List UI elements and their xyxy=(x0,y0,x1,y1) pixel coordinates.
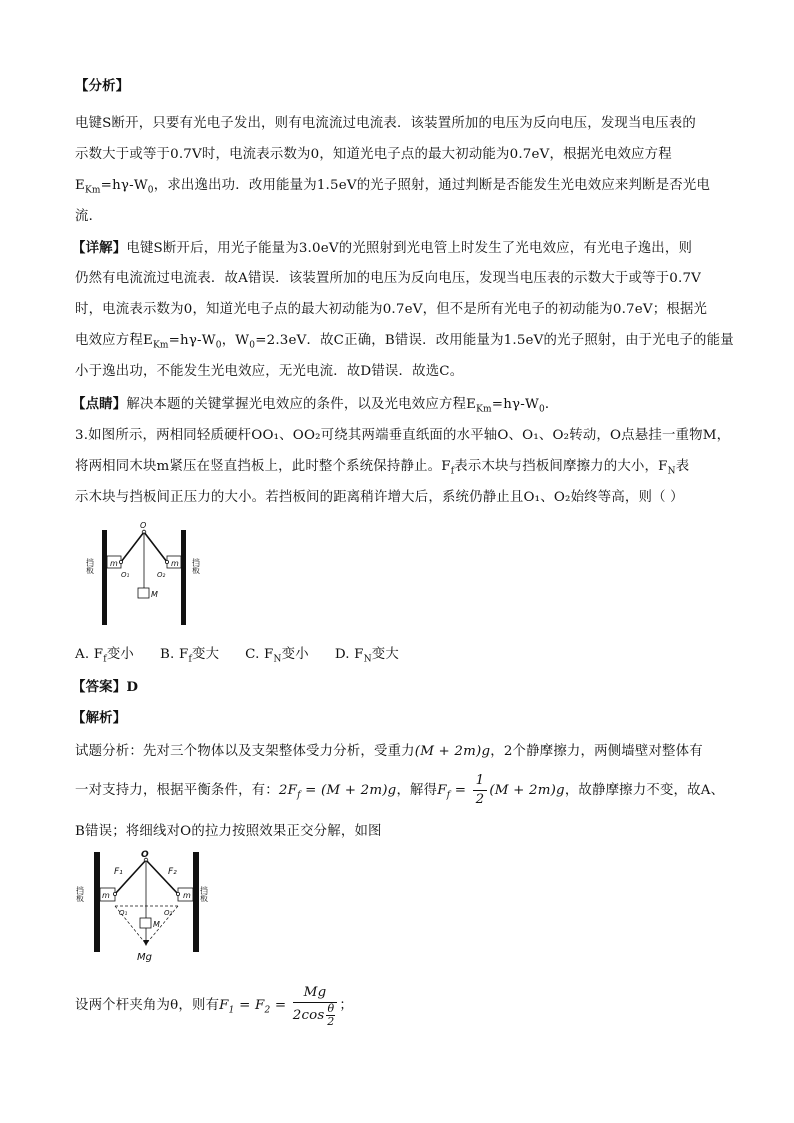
right-board-label: 挡板 xyxy=(191,558,201,574)
weight-block xyxy=(140,918,151,928)
analysis-line-2: 示数大于或等于0.7V时，电流表示数为0，知道光电子点的最大初动能为0.7eV，根据光电效应方程 xyxy=(75,147,672,162)
label-F1: F₁ xyxy=(114,867,123,877)
rod-left xyxy=(121,532,144,562)
detail-line-1: 【详解】电键S断开后，用光子能量为3.0eV的光照射到光电管上时发生了光电效应，有光电子逸出，则 xyxy=(72,240,693,256)
left-board-label: 挡板 xyxy=(85,558,95,574)
option-c: C. $F_N$变小 xyxy=(245,647,309,665)
figure-1-diagram xyxy=(74,520,214,630)
solution-line-2: 一对支持力，根据平衡条件，有：$2F_f = (M + 2m)g$，解得$F_f$ = $\frac{1}{2}$ (M + 2m)g，故静摩擦力不变，故A、 xyxy=(75,773,725,807)
analysis-line-4: 流． xyxy=(75,209,103,224)
half-angle-fraction: $\frac{\theta}{2}$ xyxy=(327,1001,335,1028)
right-block-label: m xyxy=(183,891,191,900)
solution-line-3: B错误；将细线对O的拉力按照效果正交分解，如图 xyxy=(75,824,382,839)
weight-block xyxy=(138,588,149,598)
label-F2: F₂ xyxy=(168,867,177,877)
detail-line-5: 小于逸出功，不能发生光电效应，无光电流．故D错误．故选C。 xyxy=(75,364,464,379)
option-d: D. $F_N$变大 xyxy=(334,647,399,665)
gravity-label: Mg xyxy=(137,952,152,963)
pivot-O2 xyxy=(165,560,168,563)
solution-line-1: 试题分析：先对三个物体以及支架整体受力分析，受重力(M + 2m)g，2个静摩擦力，两侧墙壁对整体有 xyxy=(75,744,703,759)
label-O: O xyxy=(140,521,147,530)
half-fraction: $\frac{1}{2}$ xyxy=(473,772,488,809)
question-line-2: 将两相同木块m紧压在竖直挡板上，此时整个系统保持静止。$F_f$表示木块与挡板间摩擦力的大小，$F_N$表 xyxy=(75,459,690,477)
comment-line: 【点睛】解决本题的关键掌握光电效应的条件，以及光电效应方程$E_{Km}=h\gamma-W_0$． xyxy=(72,396,559,415)
solution-line-4: 设两个杆夹角为θ，则有$F_1 = F_2$ = Mg 2cos $\frac{\theta}{2}$ ； xyxy=(75,984,353,1028)
figure-2-diagram xyxy=(74,848,224,966)
left-board xyxy=(102,530,107,625)
analysis-line-1: 电键S断开，只要有光电子发出，则有电流流过电流表．该装置所加的电压为反向电压，发现当电压表的 xyxy=(75,116,696,131)
rod-right xyxy=(144,532,167,562)
analysis-header: 【分析】 xyxy=(75,78,130,94)
weight-label: M xyxy=(151,590,158,599)
right-board xyxy=(181,530,186,625)
label-O1: O₁ xyxy=(119,909,128,917)
option-a: A. $F_f$变小 xyxy=(75,647,134,665)
right-board-label: 挡板 xyxy=(199,886,209,902)
left-block-label: m xyxy=(110,559,118,568)
question-line-1: 3.如图所示，两相同轻质硬杆OO₁、OO₂可绕其两端垂直纸面的水平轴O、O₁、O₂转动，O点悬挂一重物M， xyxy=(75,428,731,443)
force-fraction: Mg 2cos $\frac{\theta}{2}$ xyxy=(293,984,338,1028)
left-board-label: 挡板 xyxy=(75,886,85,902)
right-block-label: m xyxy=(171,559,179,568)
pivot-O1 xyxy=(119,560,122,563)
solution-header: 【解析】 xyxy=(72,710,127,726)
detail-line-3: 时，电流表示数为0，知道光电子点的最大初动能为0.7eV，但不是所有光电子的初动能为0.7eV；根据光 xyxy=(75,302,708,317)
options-line xyxy=(75,645,399,670)
gravity-arrowhead xyxy=(143,940,149,946)
left-board xyxy=(94,852,100,952)
answer-label: 【答案】D xyxy=(72,679,139,695)
analysis-line-3: $E_{Km}=h\gamma-W_0$，求出逸出功．改用能量为1.5eV的光子照射，通过判断是否能发生光电效应来判断是否光电 xyxy=(75,178,711,196)
label-O: O xyxy=(141,850,149,860)
label-O2: O₂ xyxy=(164,909,173,917)
weight-label: M xyxy=(153,920,160,929)
left-block-label: m xyxy=(102,891,110,900)
pivot-O1 xyxy=(113,892,116,895)
rod-right xyxy=(146,860,178,894)
detail-line-2: 仍然有电流流过电流表．故A错误．该装置所加的电压为反向电压，发现当电压表的示数大于或等于0.7V xyxy=(75,271,702,286)
right-board xyxy=(193,852,199,952)
question-line-3: 示木块与挡板间正压力的大小。若挡板间的距离稍许增大后，系统仍静止且O₁、O₂始终等高，则（ ） xyxy=(75,490,684,505)
label-O2: O₂ xyxy=(157,571,166,579)
pivot-O2 xyxy=(176,892,179,895)
detail-line-4: 电效应方程$E_{Km}=h\gamma-W_0$，$W_0=2.3eV$．故C正确，B错误．改用能量为1.5eV的光子照射，由于光电子的能量 xyxy=(75,333,734,351)
label-O1: O₁ xyxy=(121,571,130,579)
option-b: B. $F_f$变大 xyxy=(160,647,220,665)
rod-left xyxy=(115,860,146,894)
